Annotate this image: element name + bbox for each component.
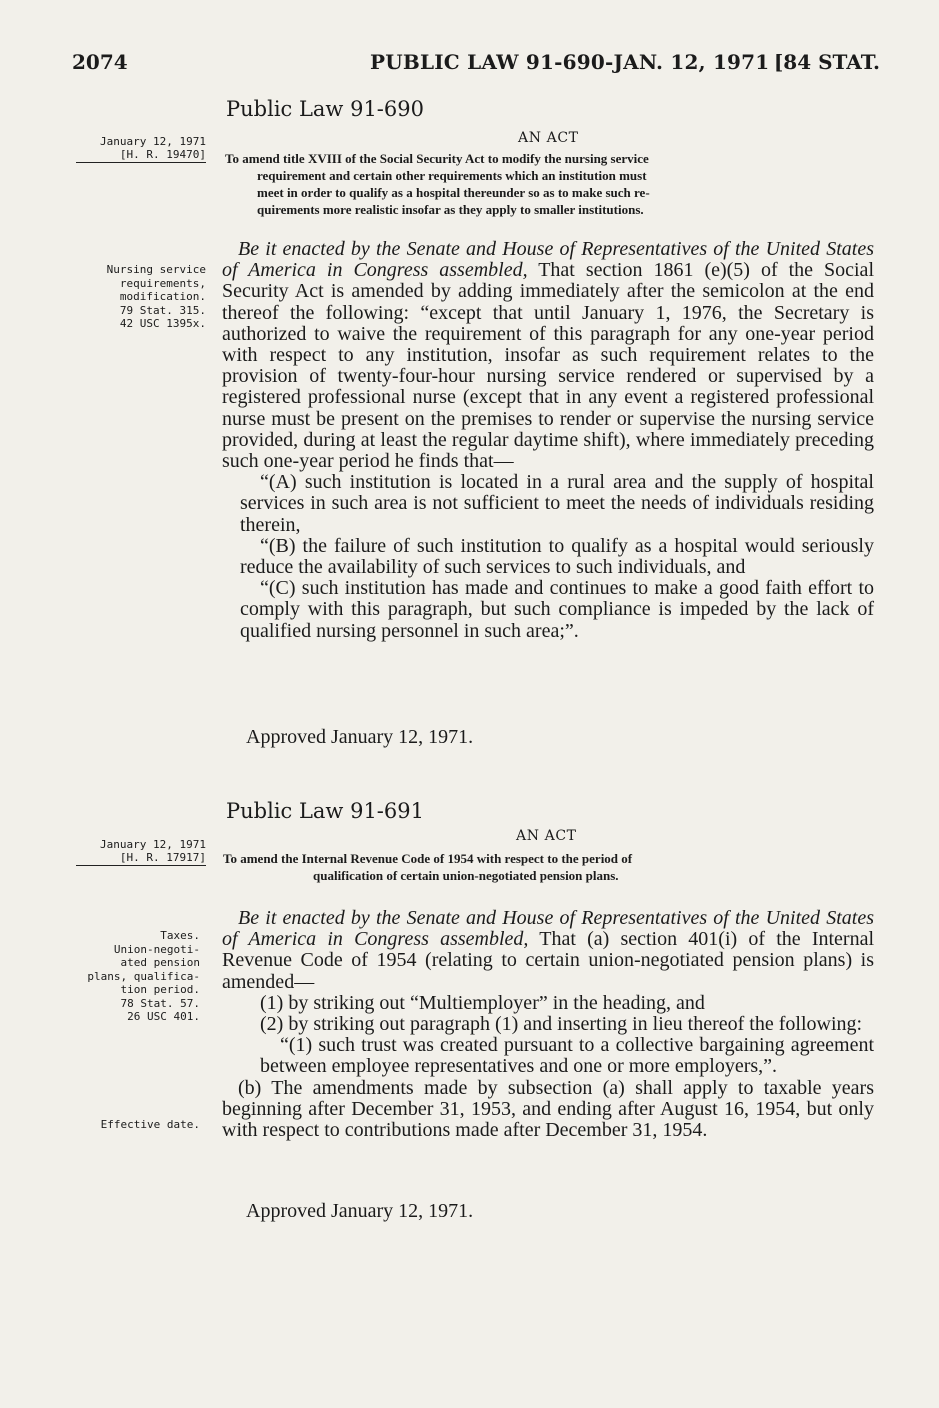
margin-note-line: tion period. — [120, 983, 200, 996]
page-number: 2074 — [72, 50, 128, 74]
law1-margin-note — [60, 263, 206, 331]
law2-enacting-paragraph — [222, 908, 874, 993]
law1-body — [222, 239, 874, 642]
margin-note-line: requirements, — [119, 276, 206, 290]
law1-date-box — [76, 135, 206, 163]
law1-purpose-line: quirements more realistic insofar as they apply to smaller institutions. — [257, 202, 644, 217]
law2-purpose — [223, 850, 879, 884]
law1-bill-number: [H. R. 19470] — [76, 148, 206, 163]
law1-clause-c: “(C) such institution has made and continues to make a good faith effort to comply with this paragraph, but such compliance is impeded by the lack of qualified nursing personnel in such area;”. — [240, 577, 874, 642]
margin-note-line: Taxes. — [160, 929, 200, 942]
law2-item-quote: “(1) such trust was created pursuant to a collective bargaining agreement between employee representatives and one or more employers,”. — [260, 1034, 874, 1078]
margin-note-line: 42 USC 1395x. — [119, 317, 206, 330]
law1-purpose-line: requirement and certain other requirements which an institution must — [257, 168, 647, 183]
law2-purpose-line: To amend the Internal Revenue Code of 1954 with respect to the period of — [223, 851, 633, 866]
law2-date-box — [76, 838, 206, 866]
law2-effective-date-note: Effective date. — [100, 1118, 200, 1131]
law1-body-text: That section 1861 (e)(5) of the Social Security Act is amended by adding immediately after the semicolon at the end thereof the following: “except that until January 1, 1976, the Secretary is authorized to waive the requirement of this paragraph for any one-year period with respect to any institution, insofar as such requirement relates to the provision of twenty-four-hour nursing service rendered or supervised by a registered professional nurse (except that in any event a registered professional nurse must be present on the premises to render or supervise the nursing service provided, during at least the regular daytime shift), where immediately preceding such one-year period he finds that— — [222, 259, 874, 473]
law2-approved: Approved January 12, 1971. — [246, 1200, 474, 1222]
law1-an-act: AN ACT — [518, 130, 579, 146]
law1-approved: Approved January 12, 1971. — [246, 726, 474, 748]
margin-note-line: 79 Stat. 315. — [119, 303, 206, 317]
law2-item-1: (1) by striking out “Multiemployer” in the heading, and — [260, 991, 705, 1014]
margin-note-line: modification. — [119, 290, 206, 303]
margin-note-line: 26 USC 401. — [127, 1010, 200, 1023]
law2-purpose-line: qualification of certain union-negotiated pension plans. — [313, 868, 619, 883]
law1-purpose — [225, 150, 879, 218]
margin-note-line: Nursing service — [106, 263, 206, 276]
law2-body-text: That (a) section 401(i) of the Internal Revenue Code of 1954 (relating to certain union-negotiated pension plans) is amended— — [222, 928, 875, 993]
law2-title: Public Law 91-691 — [226, 799, 424, 823]
margin-note-line: 78 Stat. 57. — [120, 996, 200, 1010]
law2-an-act: AN ACT — [516, 828, 577, 844]
law2-subsection-b: (b) The amendments made by subsection (a) shall apply to taxable years beginning after December 31, 1953, and ending after August 16, 1954, but only with respect to contributions made after December 31, 1954. — [222, 1076, 874, 1142]
running-title: PUBLIC LAW 91-690-JAN. 12, 1971 — [370, 50, 770, 74]
law1-clause-b: “(B) the failure of such institution to qualify as a hospital would seriously reduce the availability of such services to such individuals, and — [240, 534, 874, 579]
law2-item-2: (2) by striking out paragraph (1) and inserting in lieu thereof the following: — [260, 1013, 863, 1036]
law1-enacting-paragraph — [222, 239, 874, 472]
law1-date: January 12, 1971 — [100, 135, 206, 148]
law1-clause-a: “(A) such institution is located in a rural area and the supply of hospital services in such area is not sufficient to meet the needs of individuals residing therein, — [240, 471, 874, 536]
margin-note-line: plans, qualifica- — [87, 969, 200, 983]
law2-enacting-clause: Be it enacted by the Senate and House of Representatives of the United States of America in Congress assembled, — [222, 907, 874, 951]
law2-margin-note — [60, 929, 200, 1024]
law1-enacting-clause: Be it enacted by the Senate and House of Representatives of the United States of America in Congress assembled, — [222, 238, 874, 282]
law2-date: January 12, 1971 — [100, 838, 206, 851]
law1-purpose-line: meet in order to qualify as a hospital thereunder so as to make such re- — [257, 185, 650, 200]
margin-note-line: Union-negoti- — [113, 942, 200, 956]
volume-reference: [84 STAT. — [773, 50, 880, 74]
law2-bill-number: [H. R. 17917] — [76, 851, 206, 866]
law1-purpose-line: To amend title XVIII of the Social Security Act to modify the nursing service — [225, 151, 649, 166]
law2-body — [222, 908, 874, 1141]
margin-note-line: ated pension — [120, 956, 200, 969]
law1-title: Public Law 91-690 — [226, 97, 424, 121]
running-header — [72, 50, 880, 80]
